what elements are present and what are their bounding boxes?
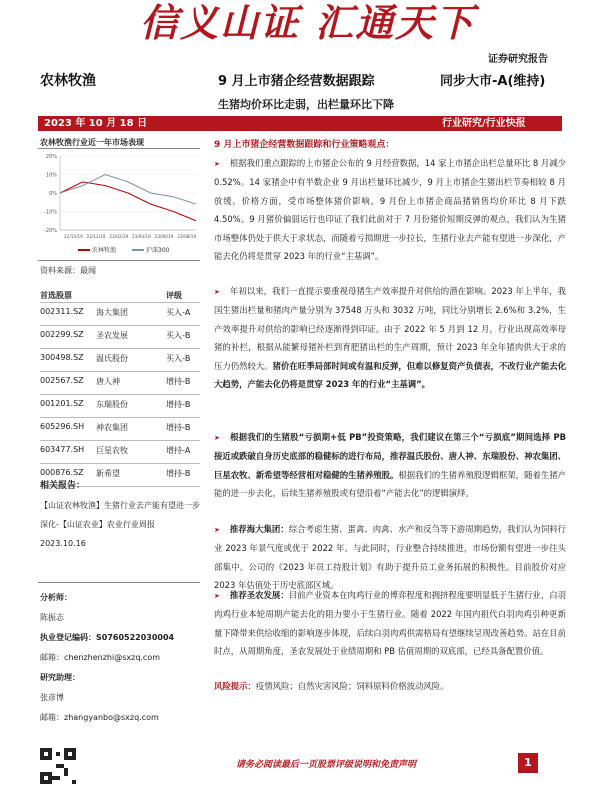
table-divider xyxy=(40,325,200,326)
stock-code: 603477.SH xyxy=(40,445,85,454)
paragraph-3-text: 根据我们的生猪养殖股逻辑框架，随着生猪产能的进一步去化，后续生猪养殖股或有望沿着“产能去化”的逻辑演绎。 xyxy=(214,469,567,499)
stock-code: 000876.SZ xyxy=(40,468,84,477)
analyst-name: 陈振志 xyxy=(40,613,64,622)
stock-rating: 买入-B xyxy=(166,354,191,363)
paragraph-4-text: 综合考虑生猪、蛋禽、肉禽、水产和反刍等下游周期趋势，我们认为饲料行业 2023 年景气度或优于 2022 年。与此同时，行业整合持续推进，市场份额有望进一步往头部集中。公司的《2023 年员工持股计划》有助于提升员工业务拓展的积极性。目前股价对应 2023 年估值处于历史底部区域。 xyxy=(214,524,567,591)
paragraph-1 xyxy=(214,154,566,265)
stock-name: 新希望 xyxy=(96,469,120,478)
paragraph-4-lead: 推荐海大集团： xyxy=(229,524,289,534)
report-title: 9 月上市猪企经营数据跟踪 xyxy=(218,74,375,89)
x-tick-label: 23/08/19 xyxy=(177,234,197,239)
report-type: 证券研究报告 xyxy=(488,54,548,65)
analyst-cert: 执业登记编码：S0760522030004 xyxy=(40,633,175,642)
stock-code: 001201.SZ xyxy=(40,399,84,408)
stock-code: 002311.SZ xyxy=(40,307,84,316)
stock-rating: 增持-B xyxy=(166,469,191,478)
related-reports-title: 相关报告： xyxy=(40,481,86,491)
related-reports-body: 【山证农林牧渔】生猪行业去产能有望进一步深化-【山证农业】农业行业周报 2023.10.16 xyxy=(40,501,200,548)
stock-rating: 增持-A xyxy=(166,446,191,455)
stock-name: 巨星农牧 xyxy=(96,446,128,455)
analyst-email: 邮箱：chenzhenzhi@sxzq.com xyxy=(40,653,161,662)
disclaimer: 请务必阅读最后一页股票评级说明和免责声明 xyxy=(236,760,417,770)
table-divider xyxy=(40,417,200,418)
x-tick-label: 23/02/19 xyxy=(109,234,129,239)
y-tick-label: 0% xyxy=(49,191,57,197)
rating: 同步大市-A(维持) xyxy=(440,74,546,89)
stock-code: 002567.SZ xyxy=(40,376,84,385)
paragraph-3 xyxy=(214,428,566,503)
paragraph-5-lead: 推荐圣农发展： xyxy=(229,590,289,600)
report-date: 2023 年 10 月 18 日 xyxy=(44,118,148,129)
y-tick-label: 20% xyxy=(45,154,57,160)
assistant-name: 张彦博 xyxy=(40,693,64,702)
table-divider xyxy=(40,371,200,372)
bullet-icon: ➤ xyxy=(214,160,220,168)
chart-title: 农林牧渔行业近一年市场表现 xyxy=(40,138,144,147)
paragraph-3-emphasis: 根据我们的生猪股“亏损期+低 PB”投资策略，我们建议在第三个“亏损底”期间选择 PB 接近或跌破自身历史底部的稳健标的进行布局，推荐温氏股份、唐人神、东瑞股份、神农集团、巨星农牧、新希望等经营相对稳健的生猪养殖股。 xyxy=(214,432,566,480)
table-divider xyxy=(40,348,200,349)
divider xyxy=(38,260,200,261)
report-subtitle: 生猪均价环比走弱，出栏量环比下降 xyxy=(218,98,394,111)
paragraph-4 xyxy=(214,520,566,595)
bullet-icon: ➤ xyxy=(214,592,220,600)
stocks-header-name: 首选股票 xyxy=(40,291,72,300)
x-tick-label: 23/04/19 xyxy=(132,234,151,239)
stock-rating: 买入-A xyxy=(166,308,191,317)
divider xyxy=(38,148,200,149)
stock-row xyxy=(40,422,200,445)
assistant-label: 研究助理： xyxy=(40,673,80,682)
report-category: 行业研究/行业快报 xyxy=(442,118,526,129)
stock-row xyxy=(40,353,200,376)
stock-row xyxy=(40,376,200,399)
legend-label-2: 沪深300 xyxy=(146,247,170,254)
brand-slogan: 信义山证 汇通天下 xyxy=(140,0,476,45)
paragraph-2 xyxy=(214,282,566,393)
legend-label-1: 农林牧渔 xyxy=(92,247,117,254)
bullet-icon: ➤ xyxy=(214,288,220,296)
x-tick-label: 22/10/19 xyxy=(64,234,83,239)
stocks-header-rating: 评级 xyxy=(166,291,182,300)
y-tick-label: -10% xyxy=(44,209,57,216)
table-divider xyxy=(40,394,200,395)
stock-code: 605296.SH xyxy=(40,422,85,431)
analyst-label: 分析师： xyxy=(40,593,72,602)
stock-code: 002299.SZ xyxy=(40,330,84,339)
stock-rating: 买入-B xyxy=(166,331,191,340)
performance-chart xyxy=(40,150,200,258)
bullet-icon: ➤ xyxy=(214,526,220,534)
stock-row xyxy=(40,445,200,468)
page-number: 1 xyxy=(518,753,538,773)
qr-code xyxy=(40,748,76,784)
series-line-2 xyxy=(60,175,196,205)
x-tick-label: 23/06/19 xyxy=(154,234,174,239)
chart-source: 资料来源：最闻 xyxy=(40,266,96,275)
x-tick-label: 22/12/19 xyxy=(86,234,106,239)
stock-row xyxy=(40,330,200,353)
paragraph-2-text: 年初以来，我们一直提示要重视母猪生产效率提升对供给的潜在影响。2023 年上半年，我国生猪出栏量和猪肉产量分别为 37548 万头和 3032 万吨，同比分别增长 2.6%和 3.2%，生产效率提升对供给的影响已经逐渐得到印证。由于 2022 年 5 月到 12 月，行业出现高效率母猪的补栏，根据从能繁母猪补栏到育肥猪出栏的生产周期，预计 2023 年全年猪肉供大于求的压力仍然较大。 xyxy=(214,286,566,371)
stock-name: 唐人神 xyxy=(96,377,120,386)
stock-row xyxy=(40,307,200,330)
section-title: 9 月上市猪企经营数据跟踪和行业策略观点： xyxy=(214,140,395,150)
table-divider xyxy=(40,463,200,464)
series-line-1 xyxy=(60,182,196,221)
bullet-icon: ➤ xyxy=(214,434,220,442)
paragraph-5-text: 目前产业资本在肉鸡行业的博弈程度和拥挤程度要明显低于生猪行业，白羽肉鸡行业本轮周期产能去化的阻力要小于生猪行业。随着 2022 年国内祖代白羽肉鸡引种更新量下降带来供给收缩的影响逐步体现，后续白羽肉鸡供需格局有望继续呈现改善趋势。站在目前时点，从周期角度，圣农发展处于业绩周期和 PB 估值周期的双底部，已经具备配置价值。 xyxy=(214,590,567,657)
sector-name: 农林牧渔 xyxy=(40,73,96,89)
risk-label: 风险提示： xyxy=(214,681,256,691)
y-tick-label: 10% xyxy=(45,172,57,179)
brand-banner xyxy=(140,0,476,46)
stock-name: 圣农发展 xyxy=(96,331,128,340)
stock-name: 海大集团 xyxy=(96,308,128,317)
divider xyxy=(38,582,200,583)
stock-code: 300498.SZ xyxy=(40,353,84,362)
stock-name: 温氏股份 xyxy=(96,354,128,363)
risk-warning xyxy=(214,680,449,692)
paragraph-5 xyxy=(214,586,566,661)
paragraph-1-text: 根据我们重点跟踪的上市猪企公布的 9 月经营数据，14 家上市猪企出栏总量环比 8 月减少 0.52%。14 家猪企中有半数企业 9 月出栏量环比减少，9 月上市猪企生猪出栏节奏相较 8 月放缓。价格方面，受市场整体猪价影响，9 月份上市猪企商品猪销售均价环比 8 月下跌 4.50%。9 月猪价偏弱运行也印证了我们此前对于 7 月份猪价短期反弹的观点，我们认为生猪市场整体仍处于供大于求状态，而随着亏损期进一步拉长，生猪行业去产能有望进一步深化，产能去化仍将是贯穿 2023 年的行业“主基调”。 xyxy=(214,158,566,262)
stock-rating: 增持-B xyxy=(166,423,191,432)
risk-text: 疫情风险；自然灾害风险；饲料原料价格波动风险。 xyxy=(255,681,449,691)
assistant-email: 邮箱：zhangyanbo@sxzq.com xyxy=(40,713,159,722)
table-divider xyxy=(40,440,200,441)
paragraph-2-emphasis: 猪价在旺季局部时间或有温和反弹，但难以修复资产负债表，不改行业产能去化大趋势，产能去化仍将是贯穿 2023 年的行业“主基调”。 xyxy=(214,360,567,390)
stock-row xyxy=(40,399,200,422)
stock-name: 东瑞股份 xyxy=(96,400,128,409)
y-tick-label: -20% xyxy=(44,228,57,234)
stock-rating: 增持-B xyxy=(166,377,191,386)
stock-name: 神农集团 xyxy=(96,423,128,432)
stock-rating: 增持-B xyxy=(166,400,191,409)
table-divider xyxy=(40,302,200,303)
